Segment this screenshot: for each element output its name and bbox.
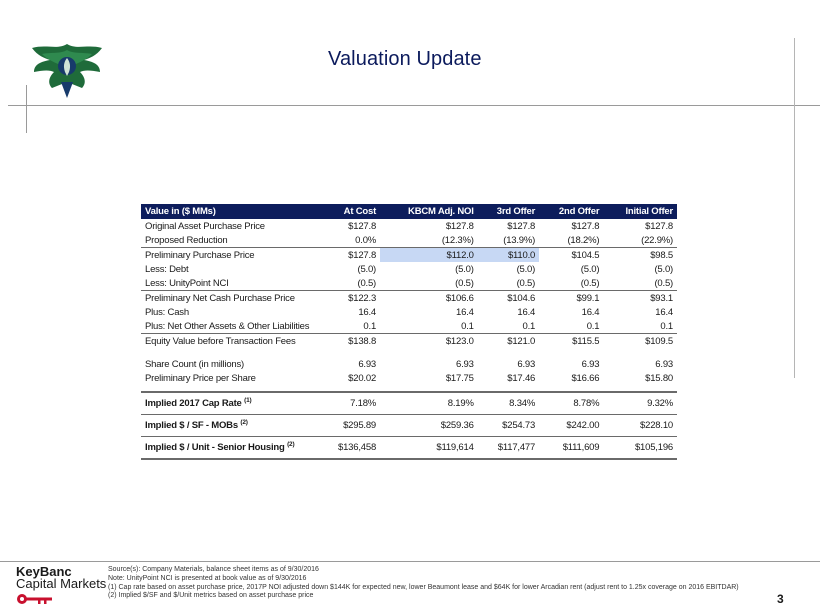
spacer-row xyxy=(141,348,677,357)
row-label: Plus: Net Other Assets & Other Liabilities xyxy=(145,320,310,332)
table-cell: (5.0) xyxy=(455,263,474,275)
row-label: Less: UnityPoint NCI xyxy=(145,277,229,289)
table-row xyxy=(141,334,677,349)
brand-name: KeyBanc xyxy=(16,564,72,579)
row-label: Original Asset Purchase Price xyxy=(145,220,265,232)
table-cell: 0.1 xyxy=(363,320,377,332)
table-cell: $104.5 xyxy=(539,248,603,263)
table-cell: (5.0) xyxy=(580,263,600,275)
implied-metric-row xyxy=(141,437,677,460)
valuation-table xyxy=(141,204,677,460)
table-cell: $117,477 xyxy=(478,437,539,460)
table-cell: (0.5) xyxy=(654,277,673,289)
row-label: Share Count (in millions) xyxy=(145,358,245,370)
table-cell: 6.93 xyxy=(581,358,600,370)
table-cell: 6.93 xyxy=(655,358,673,370)
row-label: Less: Debt xyxy=(145,263,189,275)
column-header: 3rd Offer xyxy=(478,204,539,219)
table-row xyxy=(141,233,677,248)
table-cell: 0.0% xyxy=(355,234,377,246)
table-cell: 8.19% xyxy=(380,392,478,415)
table-cell: 16.4 xyxy=(655,306,673,318)
footnote-note: Note: UnityPoint NCI is presented at book value as of 9/30/2016 xyxy=(108,574,307,582)
table-cell: $254.73 xyxy=(478,415,539,437)
table-row xyxy=(141,276,677,291)
table-cell: $136,458 xyxy=(319,437,380,460)
row-label: Preliminary Net Cash Purchase Price xyxy=(141,291,319,306)
table-cell: 8.78% xyxy=(539,392,603,415)
table-cell: $138.8 xyxy=(319,334,380,349)
table-cell: (13.9%) xyxy=(503,234,536,246)
implied-metric-label: Implied $ / SF - MOBs $^{(2)}$ xyxy=(141,415,319,437)
table-row xyxy=(141,291,677,306)
column-header: Initial Offer xyxy=(603,204,677,219)
table-cell: $119,614 xyxy=(380,437,478,460)
footnotes xyxy=(108,566,739,601)
table-cell: 0.1 xyxy=(522,320,536,332)
implied-metric-label: Implied 2017 Cap Rate $^{(1)}$ xyxy=(141,392,319,415)
row-label: Plus: Cash xyxy=(145,306,189,318)
table-row xyxy=(141,319,677,334)
key-icon xyxy=(16,592,56,606)
table-cell: $93.1 xyxy=(603,291,677,306)
table-cell: $99.1 xyxy=(539,291,603,306)
table-cell: $98.5 xyxy=(603,248,677,263)
spacer-row xyxy=(141,385,677,392)
column-header: 2nd Offer xyxy=(539,204,603,219)
row-label: Equity Value before Transaction Fees xyxy=(141,334,319,349)
table-row xyxy=(141,357,677,371)
header-divider xyxy=(8,105,820,106)
table-cell: $228.10 xyxy=(603,415,677,437)
table-cell: $15.80 xyxy=(645,372,673,384)
company-logo xyxy=(28,36,106,102)
footer-divider xyxy=(0,561,820,562)
table-cell: (5.0) xyxy=(654,263,673,275)
table-cell: 0.1 xyxy=(660,320,673,332)
highlighted-cell: $110.0 xyxy=(478,248,539,263)
table-cell: 6.93 xyxy=(358,358,377,370)
row-label: Preliminary Purchase Price xyxy=(141,248,319,263)
table-cell: 16.4 xyxy=(358,306,377,318)
page-title: Valuation Update xyxy=(328,48,482,70)
table-cell: (0.5) xyxy=(580,277,600,289)
table-cell: 0.1 xyxy=(461,320,474,332)
brand-subtitle: Capital Markets xyxy=(16,576,107,591)
table-cell: (0.5) xyxy=(455,277,474,289)
table-cell: $295.89 xyxy=(319,415,380,437)
implied-metric-label: Implied $ / Unit - Senior Housing $^{(2)}$ xyxy=(141,437,319,460)
table-row xyxy=(141,305,677,319)
table-cell: $20.02 xyxy=(348,372,377,384)
table-cell: $121.0 xyxy=(478,334,539,349)
table-cell: $123.0 xyxy=(380,334,478,349)
table-cell: 16.4 xyxy=(455,306,474,318)
footnote-source: Source(s): Company Materials, balance sheet items as of 9/30/2016 xyxy=(108,566,319,573)
table-cell: $122.3 xyxy=(319,291,380,306)
table-cell: 6.93 xyxy=(517,358,536,370)
table-cell: $259.36 xyxy=(380,415,478,437)
table-cell: $17.46 xyxy=(507,372,536,384)
table-cell: $127.8 xyxy=(319,248,380,263)
table-row xyxy=(141,262,677,276)
table-cell: $104.6 xyxy=(478,291,539,306)
table-cell: $127.8 xyxy=(571,220,600,232)
table-header-row xyxy=(141,204,677,219)
table-cell: $106.6 xyxy=(380,291,478,306)
table-cell: (5.0) xyxy=(357,263,377,275)
table-cell: $127.8 xyxy=(507,220,536,232)
implied-metric-row xyxy=(141,415,677,437)
column-header: KBCM Adj. NOI xyxy=(380,204,478,219)
table-cell: $127.8 xyxy=(645,220,673,232)
table-cell: $16.66 xyxy=(571,372,600,384)
column-header: At Cost xyxy=(319,204,380,219)
table-cell: $127.8 xyxy=(445,220,474,232)
table-cell: (0.5) xyxy=(357,277,377,289)
table-cell: $109.5 xyxy=(603,334,677,349)
table-cell: 6.93 xyxy=(455,358,474,370)
table-cell: $115.5 xyxy=(539,334,603,349)
table-cell: (22.9%) xyxy=(641,234,673,246)
table-cell: $17.75 xyxy=(445,372,474,384)
table-row xyxy=(141,371,677,385)
table-row xyxy=(141,219,677,233)
table-cell: 16.4 xyxy=(581,306,600,318)
table-cell: 9.32% xyxy=(603,392,677,415)
table-cell: 16.4 xyxy=(517,306,536,318)
implied-metric-row xyxy=(141,392,677,415)
highlighted-cell: $112.0 xyxy=(380,248,478,263)
table-cell: $105,196 xyxy=(603,437,677,460)
page-number: 3 xyxy=(777,592,784,606)
table-cell: $127.8 xyxy=(348,220,377,232)
table-cell: 0.1 xyxy=(586,320,600,332)
table-row xyxy=(141,248,677,263)
table-cell: $111,609 xyxy=(539,437,603,460)
table-cell: $242.00 xyxy=(539,415,603,437)
footnote-1: (1) Cap rate based on asset purchase price, 2017P NOI adjusted down $144K for expected new, lower Beaumont lease and $64K for lower Arcadian rent (adjust rent to 1.25x coverage on 2016 EBITDAR) xyxy=(108,583,739,591)
row-label: Preliminary Price per Share xyxy=(145,372,256,384)
table-cell: 7.18% xyxy=(319,392,380,415)
left-accent-line xyxy=(26,85,27,133)
footnote-2: (2) Implied $/SF and $/Unit metrics based on asset purchase price xyxy=(108,592,314,600)
column-header: Value in ($ MMs) xyxy=(141,204,319,219)
table-cell: (18.2%) xyxy=(567,234,600,246)
right-accent-line xyxy=(794,38,795,378)
table-cell: (5.0) xyxy=(516,263,536,275)
row-label: Proposed Reduction xyxy=(145,234,228,246)
table-cell: (0.5) xyxy=(516,277,536,289)
table-cell: (12.3%) xyxy=(441,234,474,246)
table-cell: 8.34% xyxy=(478,392,539,415)
